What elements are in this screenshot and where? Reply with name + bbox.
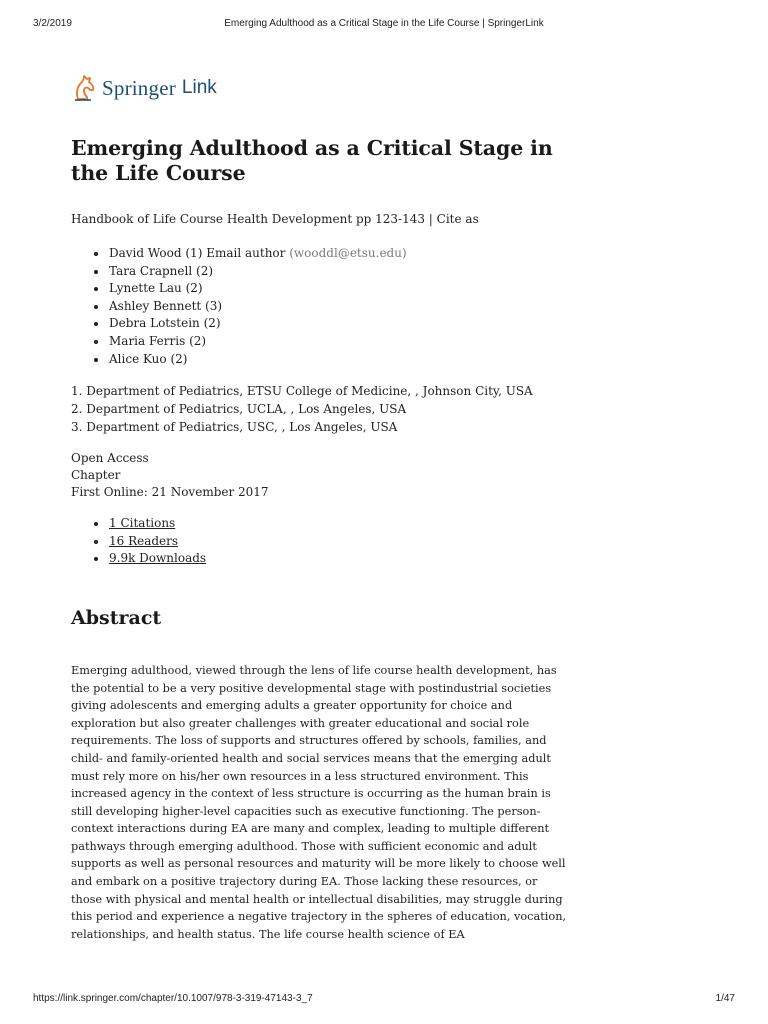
author-list (71, 245, 571, 368)
abstract-text: Emerging adulthood, viewed through the lens of life course health development, has the potential to be a very positive developmental stage with postindustrial societies giving adolescents and emerging adults a greater opportunity for choice and exploration but also greater challenges with greater educational and social role requirements. The loss of supports and structures offered by schools, families, and child- and family-oriented health and social services means that the emerging adult must rely more on his/her own resources in a less structured environment. This increased agency in the context of less structure is occurring as the human brain is still developing higher-level capacities such as executive functioning. The person-context interactions during EA are many and complex, leading to multiple different pathways through emerging adulthood. Those with sufficient economic and adult supports as well as personal resources and maturity will be more likely to choose well and embark on a positive trajectory during EA. Those lacking these resources, or those with physical and mental health or intellectual disabilities, may struggle during this period and experience a negative trajectory in the spheres of education, vocation, relationships, and health status. The life course health science of EA (71, 663, 567, 941)
affiliation-item: 1. Department of Pediatrics, ETSU College of Medicine, , Johnson City, USA (71, 384, 533, 399)
author-name[interactable]: Ashley Bennett (109, 298, 202, 313)
author-item (108, 280, 571, 298)
metric-item (108, 550, 571, 568)
author-item (108, 351, 571, 369)
author-name[interactable]: David Wood (109, 246, 182, 260)
book-citation-line: Handbook of Life Course Health Development pp 123-143 | Cite as (71, 212, 479, 226)
author-name[interactable]: Alice Kuo (109, 351, 167, 366)
open-access-label: Open Access (71, 451, 149, 466)
content-type-label: Chapter (71, 468, 121, 483)
citations-link[interactable]: 1 Citations (109, 516, 176, 531)
author-name[interactable]: Tara Crapnell (109, 263, 193, 278)
print-header (0, 18, 768, 32)
logo-link-text: Link (181, 77, 217, 98)
email-author-label[interactable]: Email author (206, 246, 286, 260)
author-affiliation-ref: (2) (189, 333, 207, 348)
author-item (108, 245, 571, 263)
metric-item (108, 533, 571, 551)
first-online-date: First Online: 21 November 2017 (71, 485, 269, 500)
chapter-title: Emerging Adulthood as a Critical Stage in the Life Course (71, 136, 553, 185)
author-affiliation-ref: (2) (196, 263, 214, 278)
metric-item (108, 515, 571, 533)
author-name[interactable]: Maria Ferris (109, 333, 186, 348)
chapter-content (71, 136, 571, 943)
author-name[interactable]: Debra Lotstein (109, 316, 200, 331)
abstract-heading: Abstract (71, 606, 162, 629)
author-item (108, 315, 571, 333)
author-name[interactable]: Lynette Lau (109, 281, 182, 296)
author-item (108, 298, 571, 316)
author-affiliation-ref: (3) (205, 298, 223, 313)
chapter-meta (71, 450, 571, 501)
print-footer (0, 993, 768, 1007)
logo-springer-text: Springer (102, 75, 176, 100)
print-page-number: 1/47 (715, 993, 735, 1004)
affiliation-item: 2. Department of Pediatrics, UCLA, , Los Angeles, USA (71, 402, 407, 417)
print-page-title: Emerging Adulthood as a Critical Stage in the Life Course | SpringerLink (224, 18, 544, 29)
author-affiliation-ref: (2) (203, 316, 221, 331)
author-item (108, 333, 571, 351)
affiliation-item: 3. Department of Pediatrics, USC, , Los Angeles, USA (71, 420, 398, 435)
affiliations (71, 382, 571, 436)
author-affiliation-ref: (2) (170, 351, 188, 366)
springerlink-logo[interactable] (72, 72, 217, 104)
author-email[interactable]: (wooddl@etsu.edu) (289, 246, 407, 260)
author-affiliation-ref: (1) (185, 246, 203, 260)
downloads-link[interactable]: 9.9k Downloads (109, 551, 207, 566)
springer-horse-icon (72, 74, 96, 102)
author-item (108, 263, 571, 281)
print-date: 3/2/2019 (33, 18, 72, 29)
article-metrics (71, 515, 571, 568)
readers-link[interactable]: 16 Readers (109, 533, 179, 548)
print-url: https://link.springer.com/chapter/10.1007/978-3-319-47143-3_7 (33, 993, 313, 1004)
author-affiliation-ref: (2) (185, 281, 203, 296)
